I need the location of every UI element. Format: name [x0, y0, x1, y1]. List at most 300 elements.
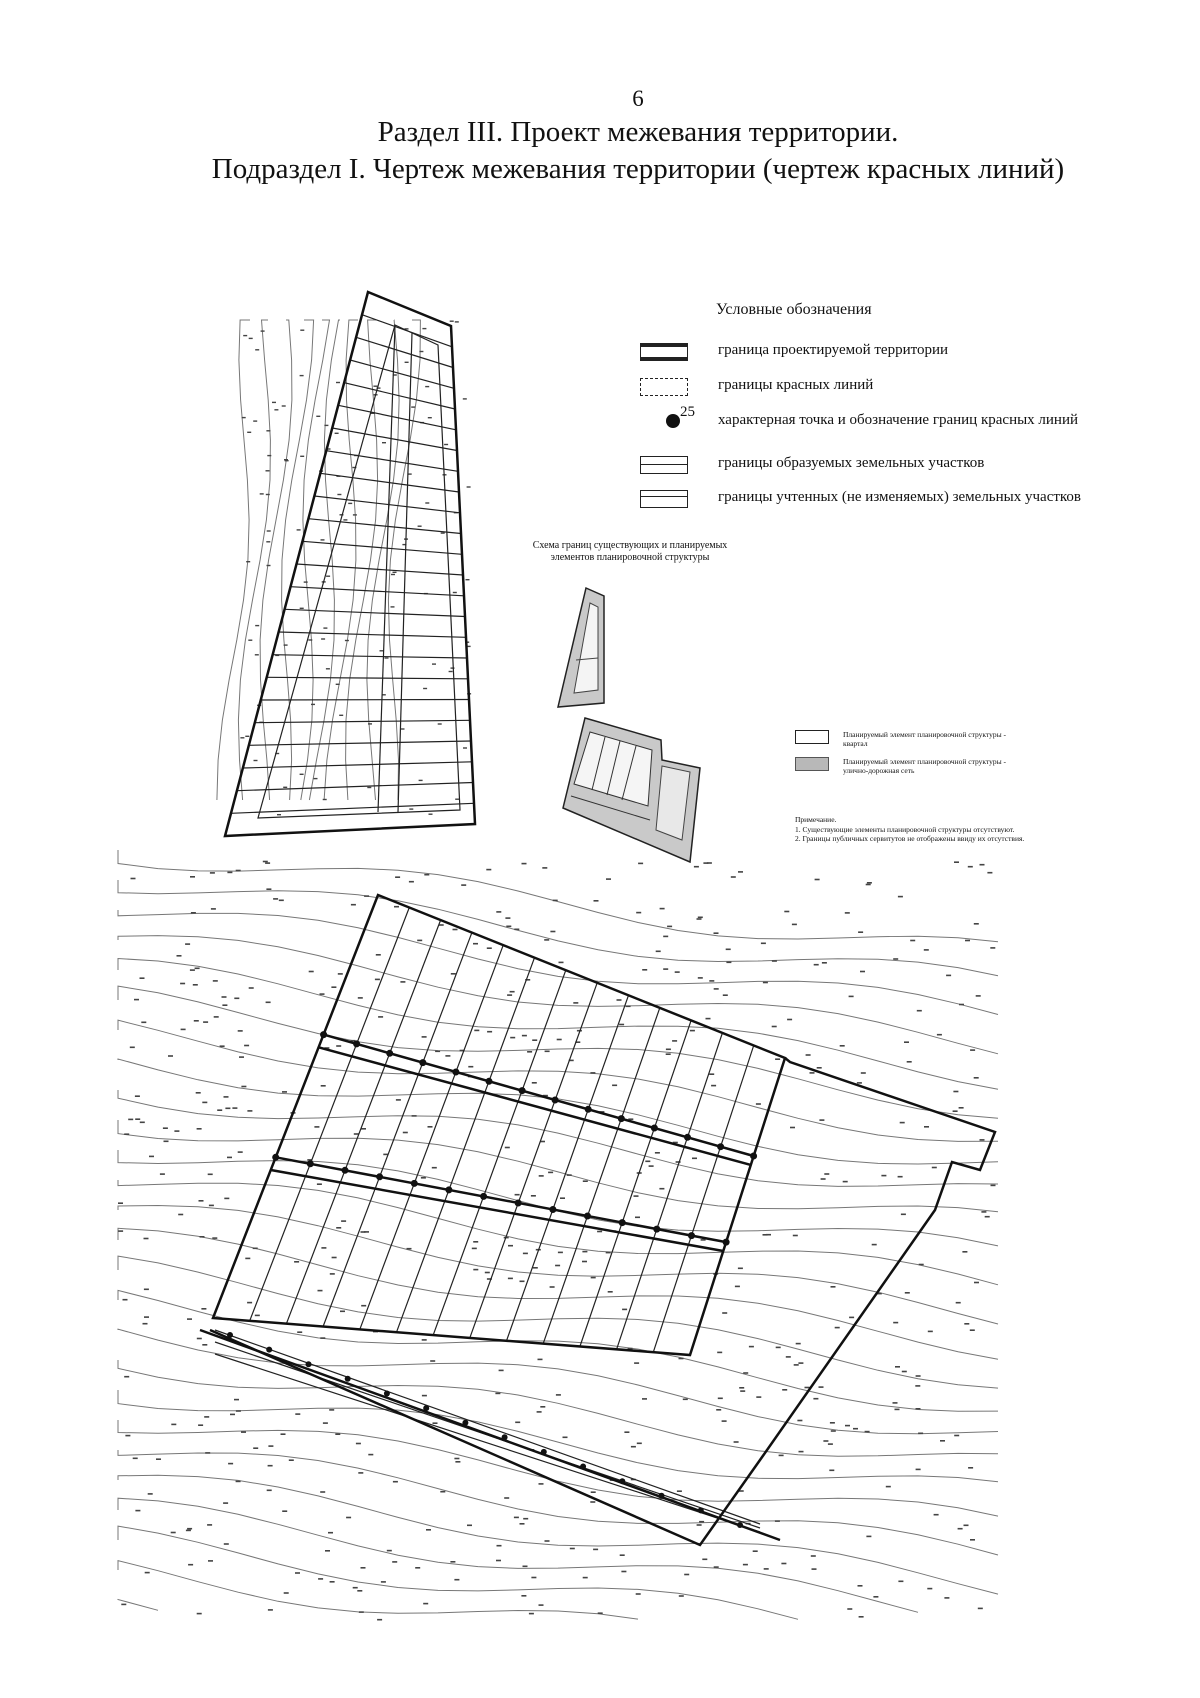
terrain-mark — [550, 931, 555, 933]
terrain-mark — [786, 1356, 791, 1358]
notes-title: Примечание. — [795, 815, 837, 824]
terrain-mark — [766, 1234, 771, 1236]
contour-line — [118, 936, 998, 1054]
characteristic-point — [619, 1478, 625, 1484]
terrain-mark — [886, 1486, 891, 1488]
terrain-mark — [428, 417, 432, 418]
terrain-mark — [510, 1037, 515, 1039]
terrain-mark — [555, 1265, 560, 1267]
plot-boundary — [291, 587, 465, 596]
terrain-mark — [426, 1529, 431, 1531]
terrain-mark — [324, 425, 328, 426]
terrain-mark — [249, 338, 253, 339]
terrain-mark — [606, 878, 611, 880]
terrain-mark — [282, 1091, 287, 1093]
terrain-mark — [918, 1433, 923, 1435]
terrain-mark — [567, 1174, 572, 1176]
terrain-mark — [990, 947, 995, 949]
terrain-mark — [177, 955, 182, 957]
plot-boundary — [215, 1354, 760, 1532]
terrain-mark — [401, 728, 405, 729]
terrain-mark — [690, 1030, 695, 1032]
terrain-mark — [283, 787, 287, 788]
terrain-mark — [391, 574, 395, 575]
terrain-mark — [591, 1491, 596, 1493]
terrain-mark — [714, 988, 719, 990]
terrain-mark — [222, 996, 227, 998]
terrain-mark — [297, 529, 301, 530]
terrain-mark — [722, 1312, 727, 1314]
plot-boundary — [580, 1020, 691, 1346]
terrain-mark — [858, 1585, 863, 1587]
terrain-mark — [403, 1132, 408, 1134]
terrain-mark — [714, 1566, 719, 1568]
terrain-mark — [706, 1018, 711, 1020]
characteristic-point — [515, 1200, 522, 1207]
terrain-mark — [253, 1248, 258, 1250]
terrain-mark — [300, 774, 304, 775]
terrain-mark — [163, 1127, 168, 1129]
terrain-mark — [323, 799, 327, 800]
terrain-mark — [794, 1364, 799, 1366]
terrain-mark — [326, 576, 330, 577]
terrain-mark — [246, 561, 250, 562]
terrain-mark — [663, 936, 668, 938]
terrain-mark — [400, 981, 405, 983]
terrain-mark — [277, 814, 281, 815]
terrain-mark — [853, 1428, 858, 1430]
terrain-mark — [266, 430, 270, 431]
terrain-mark — [898, 1176, 903, 1178]
notes-line: 2. Границы публичных сервитутов не отображены ввиду их отсутствия. — [795, 834, 1025, 843]
terrain-mark — [497, 1545, 502, 1547]
terrain-mark — [144, 1289, 149, 1291]
subsection-title: Подраздел I. Чертеж межевания территории (чертеж красных линий) — [211, 153, 1065, 185]
terrain-mark — [539, 1483, 544, 1485]
plot-boundary — [326, 451, 458, 472]
terrain-mark — [164, 1141, 169, 1143]
characteristic-point — [462, 1420, 468, 1426]
terrain-mark — [320, 1491, 325, 1493]
terrain-mark — [959, 1107, 964, 1109]
terrain-mark — [454, 1458, 459, 1460]
terrain-mark — [792, 924, 797, 926]
terrain-mark — [813, 1398, 818, 1400]
characteristic-point — [737, 1522, 743, 1528]
red-line-street — [271, 1170, 724, 1251]
terrain-mark — [666, 1053, 671, 1055]
terrain-mark — [242, 417, 246, 418]
terrain-mark — [861, 1072, 866, 1074]
characteristic-point — [659, 1493, 665, 1499]
terrain-mark — [440, 1491, 445, 1493]
terrain-mark — [495, 1393, 500, 1395]
characteristic-point — [552, 1097, 559, 1104]
terrain-mark — [336, 1045, 341, 1047]
terrain-mark — [314, 778, 318, 779]
terrain-mark — [756, 1103, 761, 1105]
terrain-mark — [970, 1049, 975, 1051]
terrain-mark — [335, 1433, 340, 1435]
north-area-outline — [225, 292, 475, 836]
terrain-mark — [340, 1311, 345, 1313]
characteristic-point — [307, 1160, 314, 1167]
characteristic-point — [653, 1226, 660, 1233]
terrain-mark — [266, 470, 270, 471]
terrain-mark — [130, 1047, 135, 1049]
terrain-marks — [118, 321, 996, 1621]
terrain-mark — [893, 1322, 898, 1324]
terrain-mark — [635, 1217, 640, 1219]
legend-item-red-lines — [640, 373, 1180, 403]
plot-boundary — [397, 958, 535, 1332]
terrain-mark — [812, 1568, 817, 1570]
terrain-mark — [272, 402, 276, 403]
characteristic-point — [688, 1232, 695, 1239]
terrain-mark — [348, 503, 352, 504]
terrain-mark — [202, 1344, 207, 1346]
terrain-mark — [782, 1389, 787, 1391]
characteristic-point — [584, 1213, 591, 1220]
terrain-mark — [433, 1422, 438, 1424]
terrain-mark — [582, 1251, 587, 1253]
terrain-mark — [200, 1236, 205, 1238]
terrain-mark — [321, 539, 325, 540]
terrain-mark — [247, 432, 251, 433]
terrain-mark — [772, 1026, 777, 1028]
terrain-mark — [118, 1202, 123, 1204]
terrain-mark — [239, 1056, 244, 1058]
terrain-mark — [557, 1039, 562, 1041]
terrain-mark — [905, 1292, 910, 1294]
terrain-mark — [265, 862, 270, 864]
terrain-mark — [197, 1128, 202, 1130]
terrain-mark — [738, 871, 743, 873]
terrain-mark — [916, 1408, 921, 1410]
terrain-mark — [974, 923, 979, 925]
terrain-mark — [131, 878, 136, 880]
terrain-mark — [266, 888, 271, 890]
terrain-mark — [656, 951, 661, 953]
terrain-mark — [697, 1524, 702, 1526]
terrain-mark — [308, 639, 312, 640]
terrain-mark — [570, 1548, 575, 1550]
terrain-mark — [606, 1252, 611, 1254]
terrain-mark — [944, 1597, 949, 1599]
terrain-mark — [461, 884, 466, 886]
terrain-mark — [859, 1616, 864, 1618]
terrain-mark — [171, 1532, 176, 1534]
terrain-mark — [529, 1613, 534, 1615]
characteristic-point — [272, 1154, 279, 1161]
terrain-mark — [240, 737, 244, 738]
terrain-mark — [634, 1195, 639, 1197]
characteristic-point — [227, 1332, 233, 1338]
terrain-mark — [455, 799, 459, 800]
terrain-mark — [684, 1574, 689, 1576]
terrain-mark — [722, 1420, 727, 1422]
scheme-legend-label: улично-дорожная сеть — [843, 766, 915, 775]
terrain-mark — [149, 1156, 154, 1158]
terrain-mark — [634, 1362, 639, 1364]
terrain-mark — [806, 1054, 811, 1056]
terrain-mark — [375, 979, 380, 981]
terrain-mark — [734, 1441, 739, 1443]
plot-boundary — [243, 762, 472, 768]
terrain-mark — [515, 1194, 520, 1196]
terrain-mark — [515, 1422, 520, 1424]
terrain-mark — [582, 1261, 587, 1263]
terrain-mark — [965, 940, 970, 942]
legend-label: граница проектируемой территории — [718, 342, 949, 358]
terrain-mark — [134, 999, 139, 1001]
terrain-mark — [230, 1414, 235, 1416]
terrain-mark — [583, 1180, 588, 1182]
terrain-mark — [255, 349, 259, 350]
terrain-mark — [144, 1238, 149, 1240]
terrain-mark — [898, 1581, 903, 1583]
terrain-mark — [133, 1458, 138, 1460]
terrain-mark — [428, 1126, 433, 1128]
terrain-mark — [336, 684, 340, 685]
terrain-mark — [831, 1430, 836, 1432]
block-swatch — [795, 730, 829, 744]
terrain-mark — [451, 973, 456, 975]
terrain-mark — [849, 1317, 854, 1319]
terrain-mark — [527, 1051, 532, 1053]
terrain-mark — [964, 1323, 969, 1325]
characteristic-point — [306, 1361, 312, 1367]
terrain-mark — [393, 572, 397, 573]
terrain-mark — [337, 494, 341, 495]
terrain-mark — [266, 1002, 271, 1004]
terrain-mark — [210, 872, 215, 874]
terrain-mark — [358, 1472, 363, 1474]
terrain-mark — [261, 330, 265, 331]
terrain-mark — [532, 1039, 537, 1041]
legend-point-number: 25 — [680, 404, 695, 420]
terrain-mark — [222, 1004, 227, 1006]
terrain-mark — [320, 1337, 325, 1339]
terrain-mark — [267, 565, 271, 566]
contour-line — [118, 1420, 998, 1516]
terrain-mark — [946, 975, 951, 977]
terrain-mark — [415, 1567, 420, 1569]
terrain-mark — [330, 1581, 335, 1583]
terrain-mark — [522, 863, 527, 865]
plot-boundary — [323, 933, 472, 1327]
terrain-mark — [393, 1481, 398, 1483]
terrain-mark — [432, 1167, 437, 1169]
terrain-mark — [761, 943, 766, 945]
terrain-mark — [331, 986, 336, 988]
terrain-mark — [743, 1564, 748, 1566]
terrain-mark — [338, 973, 343, 975]
legend-label: границы красных линий — [718, 377, 874, 393]
terrain-mark — [655, 1152, 660, 1154]
terrain-mark — [504, 1497, 509, 1499]
terrain-mark — [204, 1416, 209, 1418]
terrain-mark — [125, 1435, 130, 1437]
terrain-mark — [631, 1446, 636, 1448]
plot-boundary — [286, 920, 440, 1324]
plot-boundary — [314, 496, 460, 513]
characteristic-point — [580, 1464, 586, 1470]
terrain-mark — [268, 1465, 273, 1467]
north-street-line — [378, 325, 395, 812]
scheme-title-line: элементов планировочной структуры — [550, 552, 710, 563]
terrain-mark — [187, 1318, 192, 1320]
terrain-mark — [953, 1110, 958, 1112]
contour-line — [118, 1020, 998, 1141]
scheme-title-line: Схема границ существующих и планируемых — [532, 540, 728, 551]
terrain-mark — [917, 1010, 922, 1012]
terrain-mark — [538, 1359, 543, 1361]
terrain-mark — [749, 1346, 754, 1348]
terrain-mark — [195, 968, 200, 970]
terrain-mark — [510, 991, 515, 993]
terrain-mark — [197, 1613, 202, 1615]
terrain-mark — [224, 1198, 229, 1200]
characteristic-point — [376, 1173, 383, 1180]
terrain-mark — [123, 1299, 128, 1301]
terrain-mark — [321, 1247, 326, 1249]
terrain-mark — [432, 663, 436, 664]
terrain-mark — [550, 1286, 555, 1288]
terrain-mark — [425, 502, 429, 503]
terrain-mark — [919, 1264, 924, 1266]
terrain-mark — [422, 1339, 427, 1341]
terrain-mark — [314, 1126, 319, 1128]
terrain-mark — [423, 688, 427, 689]
terrain-mark — [144, 1316, 149, 1318]
terrain-mark — [743, 1372, 748, 1374]
terrain-mark — [753, 1550, 758, 1552]
terrain-mark — [590, 1501, 595, 1503]
terrain-mark — [474, 1030, 479, 1032]
terrain-mark — [282, 405, 286, 406]
plot-boundary — [273, 655, 467, 658]
terrain-mark — [244, 1045, 249, 1047]
terrain-mark — [220, 1045, 225, 1047]
terrain-mark — [698, 917, 703, 919]
terrain-mark — [703, 862, 708, 864]
terrain-mark — [895, 1366, 900, 1368]
terrain-mark — [255, 625, 259, 626]
scheme-diagram — [558, 588, 700, 862]
terrain-mark — [556, 1394, 561, 1396]
terrain-mark — [253, 420, 257, 421]
terrain-mark — [274, 409, 278, 410]
terrain-mark — [835, 1327, 840, 1329]
terrain-mark — [197, 1338, 202, 1340]
terrain-mark — [267, 455, 271, 456]
notes — [795, 815, 1115, 844]
terrain-mark — [904, 1041, 909, 1043]
terrain-mark — [924, 949, 929, 951]
terrain-mark — [608, 1291, 613, 1293]
legend-label: границы образуемых земельных участков — [718, 455, 985, 471]
scheme-title — [500, 540, 760, 564]
legend-item-new-plots — [640, 451, 1180, 481]
terrain-mark — [409, 881, 414, 883]
terrain-mark — [978, 1608, 983, 1610]
terrain-mark — [128, 1119, 133, 1121]
terrain-mark — [253, 1447, 258, 1449]
plot-boundary — [285, 609, 465, 616]
terrain-mark — [203, 1021, 208, 1023]
contour-line — [118, 1498, 918, 1612]
terrain-mark — [284, 1592, 289, 1594]
terrain-mark — [739, 1387, 744, 1389]
terrain-mark — [638, 863, 643, 865]
terrain-mark — [772, 960, 777, 962]
terrain-mark — [847, 1608, 852, 1610]
terrain-mark — [196, 1092, 201, 1094]
terrain-mark — [376, 954, 381, 956]
terrain-mark — [916, 1469, 921, 1471]
terrain-mark — [915, 1385, 920, 1387]
contour-line — [118, 1526, 798, 1619]
terrain-mark — [840, 1045, 845, 1047]
terrain-mark — [419, 780, 423, 781]
terrain-mark — [895, 1409, 900, 1411]
characteristic-point — [486, 1078, 493, 1085]
terrain-mark — [238, 1030, 243, 1032]
terrain-mark — [335, 433, 339, 434]
terrain-mark — [824, 1173, 829, 1175]
terrain-mark — [449, 671, 453, 672]
terrain-mark — [793, 1235, 798, 1237]
terrain-mark — [326, 668, 330, 669]
terrain-mark — [297, 1331, 302, 1333]
terrain-mark — [907, 1061, 912, 1063]
terrain-mark — [790, 1127, 795, 1129]
terrain-mark — [435, 1051, 440, 1053]
terrain-mark — [819, 1119, 824, 1121]
terrain-mark — [422, 1395, 427, 1397]
terrain-mark — [353, 1587, 358, 1589]
terrain-mark — [124, 1376, 129, 1378]
terrain-mark — [593, 1549, 598, 1551]
terrain-mark — [180, 983, 185, 985]
contour-line — [118, 1120, 998, 1212]
terrain-mark — [441, 532, 445, 533]
point-dot-icon — [666, 414, 680, 428]
terrain-mark — [805, 1387, 810, 1389]
characteristic-point — [266, 1347, 272, 1353]
terrain-mark — [683, 1399, 688, 1401]
terrain-mark — [545, 1540, 550, 1542]
terrain-mark — [598, 1612, 603, 1614]
terrain-mark — [213, 980, 218, 982]
terrain-mark — [523, 1253, 528, 1255]
terrain-mark — [318, 1290, 323, 1292]
terrain-mark — [148, 1493, 153, 1495]
terrain-mark — [373, 386, 377, 387]
contour-line — [118, 1561, 638, 1620]
terrain-mark — [247, 1110, 252, 1112]
characteristic-point — [411, 1180, 418, 1187]
terrain-mark — [591, 1277, 596, 1279]
terrain-mark — [320, 993, 325, 995]
terrain-mark — [214, 1016, 219, 1018]
terrain-mark — [642, 1398, 647, 1400]
terrain-mark — [185, 943, 190, 945]
terrain-mark — [357, 1590, 362, 1592]
terrain-mark — [873, 1596, 878, 1598]
terrain-mark — [612, 1085, 617, 1087]
